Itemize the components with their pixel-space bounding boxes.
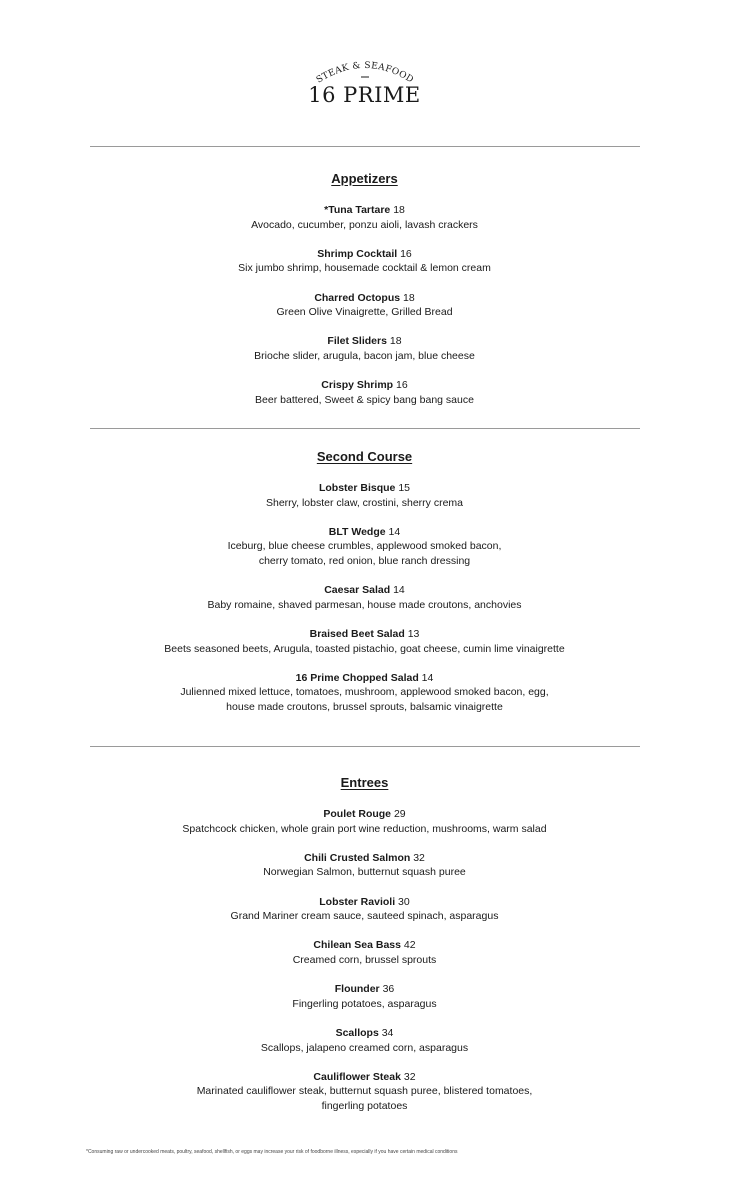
menu-item [0,525,729,569]
menu-item-price: 29 [393,808,406,820]
menu-item-price: 15 [398,482,411,494]
svg-text:STEAK & SEAFOOD [314,61,414,86]
menu-item-name: BLT Wedge [328,525,386,538]
menu-item-title-line [0,334,729,349]
menu-item [0,378,729,407]
menu-item-description: Iceburg, blue cheese crumbles, applewood smoked bacon, [227,540,502,553]
menu-item-description: Green Olive Vinaigrette, Grilled Bread [276,306,453,319]
menu-item-title-line [0,378,729,393]
menu-item-title-line [0,627,729,642]
menu-item-name: Shrimp Cocktail [317,247,398,260]
menu-item-title-line [0,1026,729,1041]
divider-second-course [90,746,640,747]
menu-item [0,938,729,967]
menu-item-title-line [0,481,729,496]
menu-item-title-line [0,247,729,262]
menu-item-price: 14 [393,584,405,597]
menu-item-title-line [0,938,729,953]
menu-item-description: Brioche slider, arugula, bacon jam, blue cheese [254,349,475,362]
divider-appetizers [90,428,640,429]
menu-item-name: Braised Beet Salad [309,627,405,640]
menu-item-description: Six jumbo shrimp, housemade cocktail & lemon cream [238,262,491,275]
menu-item-title-line [0,851,729,866]
menu-item-price: 16 [400,247,412,260]
menu-item-name: *Tuna Tartare [324,204,391,216]
menu-item-name: Scallops [335,1026,379,1039]
menu-item-price: 32 [413,851,425,864]
menu-item-description: Marinated cauliflower steak, butternut squash puree, blistered tomatoes, [196,1085,533,1098]
menu-item-title-line [0,291,729,306]
menu-item-price: 42 [403,939,416,952]
section-heading: Entrees [340,775,389,790]
menu-item [0,627,729,656]
menu-item [0,671,729,715]
menu-item-title-line [0,1070,729,1085]
menu-item-price: 16 [396,379,408,392]
menu-item [0,851,729,880]
menu-item-price: 18 [403,291,415,304]
menu-item-description: Baby romaine, shaved parmesan, house made croutons, anchovies [207,598,522,611]
menu-item-name: Flounder [334,983,380,996]
menu-item-title-line [0,807,729,822]
menu-item-title-line [0,895,729,910]
menu-item-name: Chilean Sea Bass [313,939,401,952]
menu-item-description: cherry tomato, red onion, blue ranch dressing [258,554,471,567]
menu-item [0,583,729,612]
footnote: *Consuming raw or undercooked meats, poultry, seafood, shellfish, or eggs may increase your risk of foodborne illness, especially if you have certain medical conditions [86,1149,458,1155]
menu-item-name: Charred Octopus [314,291,401,304]
logo-name: 16 PRIME [308,83,421,107]
menu-item [0,807,729,836]
menu-item-price: 13 [407,627,420,640]
menu-item [0,334,729,363]
menu-item-title-line [0,982,729,997]
menu-item-name: Caesar Salad [324,584,391,597]
menu-item-name: Poulet Rouge [323,808,392,820]
section-appetizers [0,171,729,422]
menu-item-description: Julienned mixed lettuce, tomatoes, mushroom, applewood smoked bacon, egg, [180,686,549,699]
menu-item-description: Norwegian Salmon, butternut squash puree [263,866,466,879]
menu-item-description: Beer battered, Sweet & spicy bang bang sauce [255,393,474,406]
menu-item [0,481,729,510]
section-heading: Second Course [316,449,413,464]
menu-item-name: Cauliflower Steak [313,1070,401,1083]
menu-item-price: 18 [389,335,402,348]
menu-item-description: Fingerling potatoes, asparagus [292,997,437,1010]
brand-logo [0,48,729,110]
menu-item-title-line [0,203,729,218]
menu-item-price: 30 [398,895,410,908]
menu-item-description: Avocado, cucumber, ponzu aioli, lavash crackers [251,218,478,231]
menu-item-description: Creamed corn, brussel sprouts [292,953,437,966]
menu-item-price: 36 [382,983,395,996]
menu-item-name: 16 Prime Chopped Salad [295,671,419,684]
menu-item-price: 18 [393,204,405,216]
menu-item-description: house made croutons, brussel sprouts, balsamic vinaigrette [226,700,503,713]
menu-item-name: Lobster Ravioli [319,895,396,908]
section-second-course [0,449,729,729]
menu-item-price: 14 [421,671,434,684]
menu-item-title-line [0,671,729,686]
menu-item [0,1026,729,1055]
menu-item-name: Lobster Bisque [318,482,396,494]
menu-item-price: 34 [381,1026,394,1039]
menu-item-description: Beets seasoned beets, Arugula, toasted pistachio, goat cheese, cumin lime vinaigrette [164,642,565,655]
menu-item [0,982,729,1011]
section-entrees [0,775,729,1128]
menu-item-price: 32 [403,1070,416,1083]
section-heading: Appetizers [331,171,398,186]
divider-top [90,146,640,147]
menu-item-description: Spatchcock chicken, whole grain port wine reduction, mushrooms, warm salad [182,822,547,835]
menu-item [0,895,729,924]
menu-item-description: Scallops, jalapeno creamed corn, asparagus [260,1041,469,1054]
menu-item [0,247,729,276]
menu-item [0,203,729,232]
menu-item [0,1070,729,1114]
menu-item-title-line [0,583,729,598]
menu-item-price: 14 [388,525,401,538]
menu-item-name: Crispy Shrimp [321,379,394,392]
menu-item-description: Grand Mariner cream sauce, sauteed spinach, asparagus [230,910,499,923]
logo-tagline: STEAK & SEAFOOD [314,60,415,86]
menu-item-name: Chili Crusted Salmon [304,851,411,864]
logo-tagline-arc [305,48,425,88]
menu-item-description: fingerling potatoes [321,1099,408,1112]
menu-item-title-line [0,525,729,540]
menu-item [0,291,729,320]
menu-item-description: Sherry, lobster claw, crostini, sherry crema [265,496,464,509]
menu-item-name: Filet Sliders [327,335,387,348]
